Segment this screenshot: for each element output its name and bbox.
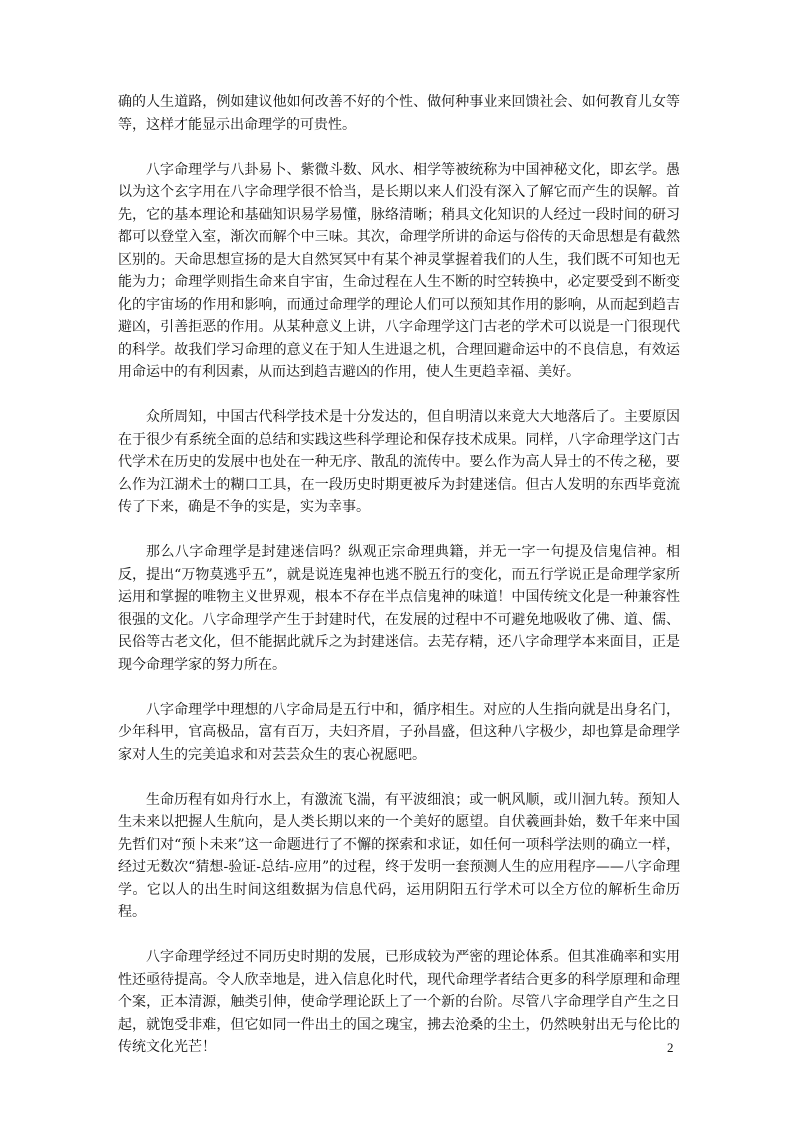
paragraph-4: 那么八字命理学是封建迷信吗？纵观正宗命理典籍，并无一字一句提及信鬼信神。相反，提出“万物莫逃乎五”，就是说连鬼神也逃不脱五行的变化，而五行学说正是命理学家所运用和掌握的唯物主义世界观，根本不存在半点信鬼神的味道！中国传统文化是一种兼容性很强的文化。八字命理学产生于封建时代，在发展的过程中不可避免地吸收了佛、道、儒、民俗等古老文化，但不能据此就斥之为封建迷信。去芜存精，还八字命理学本来面目，正是现今命理学家的努力所在。 xyxy=(118,544,680,673)
paragraph-5: 八字命理学中理想的八字命局是五行中和，循序相生。对应的人生指向就是出身名门，少年科甲，官高极品，富有百万，夫妇齐眉，子孙昌盛，但这种八字极少，却也算是命理学家对人生的完美追求和对芸芸众生的衷心祝愿吧。 xyxy=(118,701,680,763)
paragraph-6: 生命历程有如舟行水上，有激流飞湍，有平波细浪；或一帆风顺，或川洄九转。预知人生未来以把握人生航向，是人类长期以来的一个美好的愿望。自伏羲画卦始，数千年来中国先哲们对“预卜未来”这一命题进行了不懈的探索和求证，如任何一项科学法则的确立一样，经过无数次“猜想-验证-总结-应用”的过程，终于发明一套预测人生的应用程序——八字命理学。它以人的出生时间这组数据为信息代码，运用阴阳五行学术可以全方位的解析生命历程。 xyxy=(118,791,680,920)
paragraph-3: 众所周知，中国古代科学技术是十分发达的，但自明清以来竟大大地落后了。主要原因在于很少有系统全面的总结和实践这些科学理论和保存技术成果。同样，八字命理学这门古代学术在历史的发展中也处在一种无序、散乱的流传中。要么作为高人异士的不传之秘，要么作为江湖术士的糊口工具，在一段历史时期更被斥为封建迷信。但古人发明的东西毕竟流传了下来，确是不争的实是，实为幸事。 xyxy=(118,409,680,515)
paragraph-7: 八字命理学经过不同历史时期的发展，已形成较为严密的理论体系。但其准确率和实用性还亟待提高。令人欣幸地是，进入信息化时代，现代命理学者结合更多的科学原理和命理个案，正本清源，触类引伸，使命学理论跃上了一个新的台阶。尽管八字命理学自产生之日起，就饱受非难，但它如同一件出土的国之瑰宝，拂去沧桑的尘土，仍然映射出无与伦比的传统文化光芒！ xyxy=(118,949,680,1055)
paragraph-1: 确的人生道路，例如建议他如何改善不好的个性、做何种事业来回馈社会、如何教育儿女等等，这样才能显示出命理学的可贵性。 xyxy=(118,94,680,133)
paragraph-2: 八字命理学与八卦易卜、紫微斗数、风水、相学等被统称为中国神秘文化，即玄学。愚以为这个玄字用在八字命理学很不恰当，是长期以来人们没有深入了解它而产生的误解。首先，它的基本理论和基础知识易学易懂，脉络清晰；稍具文化知识的人经过一段时间的研习都可以登堂入室，渐次而解个中三味。其次，命理学所讲的命运与俗传的天命思想是有截然区别的。天命思想宣扬的是大自然冥冥中有某个神灵掌握着我们的人生，我们既不可知也无能为力；命理学则指生命来自宇宙，生命过程在人生不断的时空转换中，必定要受到不断变化的宇宙场的作用和影响，而通过命理学的理论人们可以预知其作用的影响，从而起到趋吉避凶，引善拒恶的作用。从某种意义上讲，八字命理学这门古老的学术可以说是一门很现代的科学。故我们学习命理的意义在于知人生进退之机，合理回避命运中的不良信息，有效运用命运中的有利因素，从而达到趋吉避凶的作用，使人生更趋幸福、美好。 xyxy=(118,161,680,380)
body-text xyxy=(118,91,680,1081)
page-number: 2 xyxy=(667,1040,674,1055)
